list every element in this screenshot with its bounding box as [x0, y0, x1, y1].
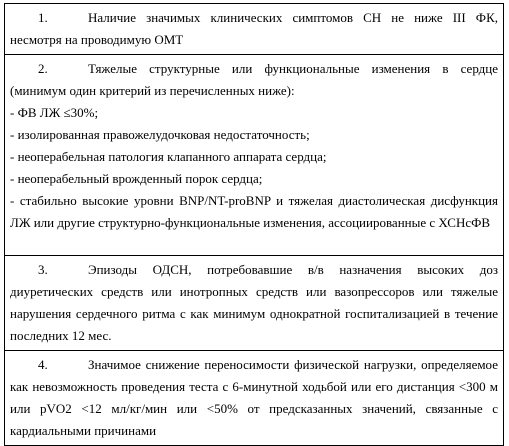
criterion-list-item: - стабильно высокие уровни BNP/NT-proBNP и тяжелая диастолическая дисфункция ЛЖ или другие структурно-функциональные изменения, ассоциированные с ХСНсФВ	[10, 193, 498, 230]
criterion-list-item: - неоперабельная патология клапанного аппарата сердца;	[10, 149, 327, 164]
table-row	[5, 55, 504, 256]
criterion-text: Значимое снижение переносимости физической нагрузки, определяемое как невозможность проведения теста с 6-минутной ходьбой или его дистанция <300 м или pVO2 <12 мл/кг/мин или <50% от предсказанных значений, связанные с кардиальными причинами	[10, 357, 498, 438]
table-cell	[5, 4, 504, 55]
table-row	[5, 256, 504, 351]
criterion-list-item: - изолированная правожелудочковая недостаточность;	[10, 127, 310, 142]
table-cell	[5, 351, 504, 446]
criterion-text: Тяжелые структурные или функциональные изменения в сердце (минимум один критерий из перечисленных ниже):	[10, 61, 498, 98]
criterion-paragraph	[10, 354, 498, 442]
criterion-number: 2.	[38, 61, 48, 76]
criterion-number: 4.	[38, 357, 48, 372]
criterion-list-item: - ФВ ЛЖ ≤30%;	[10, 105, 99, 120]
table-cell	[5, 55, 504, 256]
criterion-paragraph	[10, 7, 498, 51]
table-row	[5, 4, 504, 55]
criterion-paragraph	[10, 259, 498, 347]
table-row	[5, 351, 504, 446]
criterion-text: Наличие значимых клинических симптомов СН не ниже III ФК, несмотря на проводимую ОМТ	[10, 10, 498, 47]
criterion-list-item: - неоперабельный врожденный порок сердца;	[10, 171, 263, 186]
criterion-number: 1.	[38, 10, 48, 25]
table-cell	[5, 256, 504, 351]
criterion-paragraph	[10, 58, 498, 102]
criteria-table	[4, 3, 504, 446]
criterion-number: 3.	[38, 262, 48, 277]
criterion-text: Эпизоды ОДСН, потребовавшие в/в назначения высоких доз диуретических средств или инотропных средств или вазопрессоров или тяжелые нарушения сердечного ритма с как минимум однократной госпитализацией в течение последних 12 мес.	[10, 262, 498, 343]
